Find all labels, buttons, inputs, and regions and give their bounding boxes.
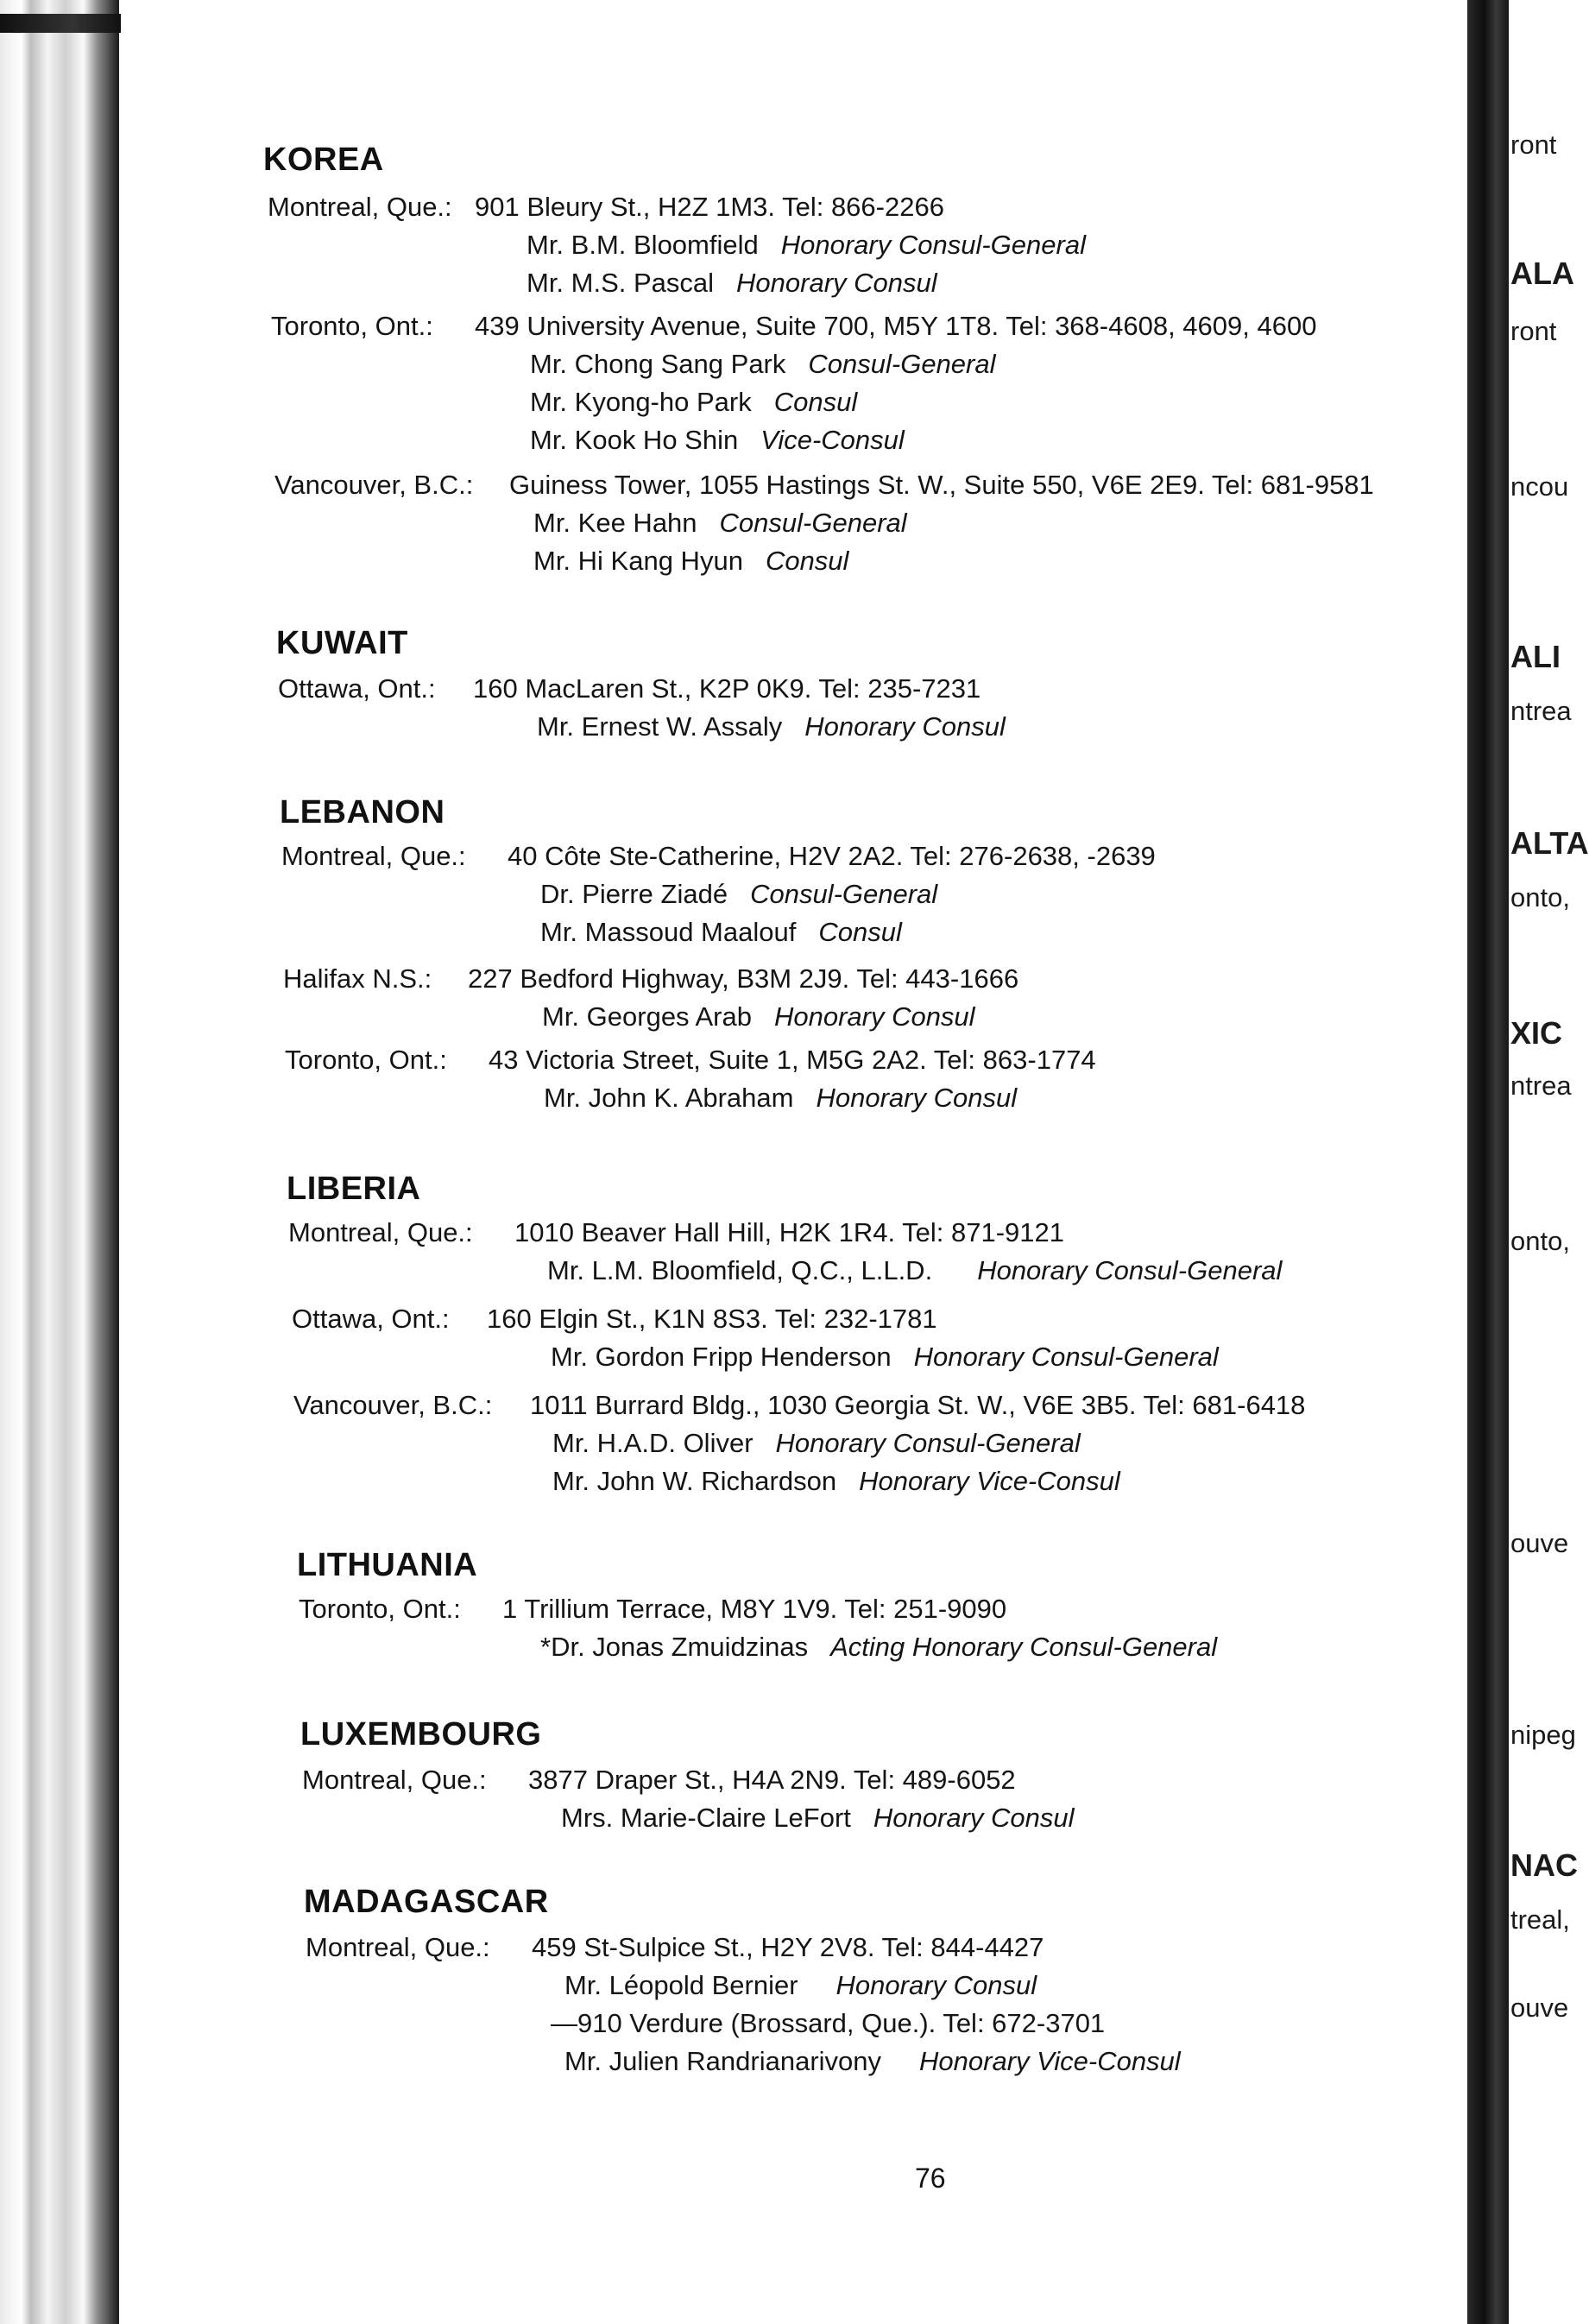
official-name: Mr. Kyong-ho Park [530, 387, 752, 417]
adjacent-fragment: ALI [1510, 639, 1561, 674]
official-name: Mr. Chong Sang Park [530, 349, 786, 379]
city-label: Toronto, Ont.: [285, 1045, 447, 1075]
city-label: Toronto, Ont.: [299, 1594, 461, 1624]
address: 3877 Draper St., H4A 2N9. Tel: 489-6052 [528, 1765, 1016, 1795]
official-title: Honorary Consul-General [780, 230, 1086, 260]
official-title: Consul-General [750, 879, 938, 909]
official-title: Consul [765, 546, 849, 576]
official-name: Mr. Léopold Bernier [564, 1970, 798, 2000]
official-name: Mr. Kee Hahn [533, 508, 697, 538]
official-title: Honorary Consul-General [913, 1342, 1219, 1372]
adjacent-fragment: XIC [1510, 1015, 1563, 1051]
address: 1 Trillium Terrace, M8Y 1V9. Tel: 251-9090 [502, 1594, 1007, 1624]
official-name: Mr. Massoud Maalouf [540, 917, 797, 947]
consulate-entry [299, 1590, 1217, 1666]
left-page-gutter [0, 0, 119, 2324]
official-name: Mr. Hi Kang Hyun [533, 546, 743, 576]
country-heading: KOREA [263, 142, 384, 178]
adjacent-fragment: ouve [1510, 1992, 1569, 2023]
adjacent-fragment: ALA [1510, 256, 1574, 291]
consulate-entry [306, 1929, 1181, 2081]
secondary-address: —910 Verdure (Brossard, Que.). Tel: 672-3701 [551, 2008, 1106, 2038]
adjacent-fragment: ront [1510, 129, 1557, 160]
address: Guiness Tower, 1055 Hastings St. W., Suite 550, V6E 2E9. Tel: 681-9581 [509, 470, 1374, 500]
address: 160 Elgin St., K1N 8S3. Tel: 232-1781 [487, 1304, 937, 1334]
adjacent-fragment: ront [1510, 316, 1557, 346]
official-name: Mr. L.M. Bloomfield, Q.C., L.L.D. [547, 1255, 933, 1285]
official-name: Mr. B.M. Bloomfield [527, 230, 759, 260]
consulate-entry [293, 1386, 1305, 1500]
city-label: Montreal, Que.: [302, 1765, 487, 1795]
page-number: 76 [915, 2163, 946, 2194]
country-heading: LIBERIA [287, 1171, 421, 1207]
consulate-entry [281, 837, 1156, 951]
adjacent-fragment: onto, [1510, 882, 1570, 913]
official-title: Honorary Consul [873, 1803, 1075, 1833]
official-name: Mr. Gordon Fripp Henderson [551, 1342, 892, 1372]
official-title: Honorary Consul-General [775, 1428, 1081, 1458]
official-name: Mr. Julien Randrianarivony [564, 2046, 882, 2076]
official-name: Mr. H.A.D. Oliver [552, 1428, 754, 1458]
address: 227 Bedford Highway, B3M 2J9. Tel: 443-1666 [468, 963, 1019, 994]
right-binding-shadow [1467, 0, 1509, 2324]
city-label: Ottawa, Ont.: [292, 1304, 450, 1334]
adjacent-fragment: NAC [1510, 1847, 1578, 1883]
consulate-entry [292, 1300, 1219, 1376]
address: 43 Victoria Street, Suite 1, M5G 2A2. Tel: 863-1774 [489, 1045, 1096, 1075]
official-title: Consul [773, 387, 858, 417]
address: 901 Bleury St., H2Z 1M3. Tel: 866-2266 [475, 192, 944, 222]
country-heading: LITHUANIA [297, 1547, 478, 1583]
adjacent-fragment: treal, [1510, 1904, 1570, 1935]
official-title: Honorary Consul [736, 268, 937, 298]
official-name: Dr. Pierre Ziadé [540, 879, 728, 909]
official-name: Mr. John K. Abraham [544, 1083, 794, 1113]
official-name: Mr. John W. Richardson [552, 1466, 837, 1496]
country-heading: LUXEMBOURG [300, 1716, 542, 1752]
official-title: Acting Honorary Consul-General [830, 1632, 1218, 1662]
city-label: Montreal, Que.: [281, 841, 466, 871]
consulate-entry [271, 307, 1316, 459]
city-label: Halifax N.S.: [283, 963, 432, 994]
address: 40 Côte Ste-Catherine, H2V 2A2. Tel: 276-2638, -2639 [508, 841, 1156, 871]
official-title: Consul-General [808, 349, 996, 379]
official-title: Consul-General [719, 508, 907, 538]
consulate-entry [278, 670, 1006, 746]
address: 439 University Avenue, Suite 700, M5Y 1T8. Tel: 368-4608, 4609, 4600 [475, 311, 1317, 341]
official-title: Honorary Consul [816, 1083, 1018, 1113]
official-name: Mr. Ernest W. Assaly [537, 711, 783, 742]
adjacent-fragment: onto, [1510, 1226, 1570, 1256]
address: 1010 Beaver Hall Hill, H2K 1R4. Tel: 871-9121 [514, 1217, 1065, 1247]
adjacent-page-sliver [1509, 0, 1589, 2324]
country-heading: KUWAIT [276, 625, 408, 661]
official-title: Consul [818, 917, 902, 947]
adjacent-fragment: ncou [1510, 471, 1569, 502]
official-name: *Dr. Jonas Zmuidzinas [540, 1632, 809, 1662]
official-name: Mr. Kook Ho Shin [530, 425, 739, 455]
address: 160 MacLaren St., K2P 0K9. Tel: 235-7231 [473, 673, 981, 704]
consulate-entry [285, 1041, 1096, 1117]
adjacent-fragment: ntrea [1510, 696, 1572, 726]
city-label: Vancouver, B.C.: [274, 470, 474, 500]
consulate-entry [288, 1214, 1282, 1290]
consulate-entry [283, 960, 1018, 1036]
country-heading: MADAGASCAR [304, 1884, 549, 1920]
official-name: Mrs. Marie-Claire LeFort [561, 1803, 851, 1833]
adjacent-fragment: ouve [1510, 1528, 1569, 1558]
consulate-entry [274, 466, 1374, 580]
official-title: Honorary Vice-Consul [919, 2046, 1181, 2076]
official-title: Honorary Consul [835, 1970, 1037, 2000]
adjacent-fragment: nipeg [1510, 1720, 1576, 1750]
country-heading: LEBANON [280, 794, 445, 830]
city-label: Montreal, Que.: [268, 192, 452, 222]
official-title: Vice-Consul [760, 425, 905, 455]
city-label: Ottawa, Ont.: [278, 673, 436, 704]
consulate-entry [268, 188, 1086, 302]
consulate-entry [302, 1761, 1075, 1837]
official-name: Mr. M.S. Pascal [527, 268, 715, 298]
city-label: Vancouver, B.C.: [293, 1390, 493, 1420]
official-title: Honorary Consul [804, 711, 1006, 742]
city-label: Montreal, Que.: [288, 1217, 473, 1247]
directory-page [259, 129, 1467, 2322]
city-label: Montreal, Que.: [306, 1932, 490, 1962]
address: 459 St-Sulpice St., H2Y 2V8. Tel: 844-4427 [532, 1932, 1044, 1962]
official-title: Honorary Vice-Consul [859, 1466, 1120, 1496]
adjacent-fragment: ntrea [1510, 1070, 1572, 1101]
city-label: Toronto, Ont.: [271, 311, 433, 341]
official-title: Honorary Consul-General [977, 1255, 1283, 1285]
adjacent-fragment: ALTA [1510, 825, 1589, 861]
address: 1011 Burrard Bldg., 1030 Georgia St. W., V6E 3B5. Tel: 681-6418 [530, 1390, 1306, 1420]
official-title: Honorary Consul [773, 1001, 975, 1032]
left-page-edge-shadow [0, 14, 121, 33]
official-name: Mr. Georges Arab [542, 1001, 752, 1032]
